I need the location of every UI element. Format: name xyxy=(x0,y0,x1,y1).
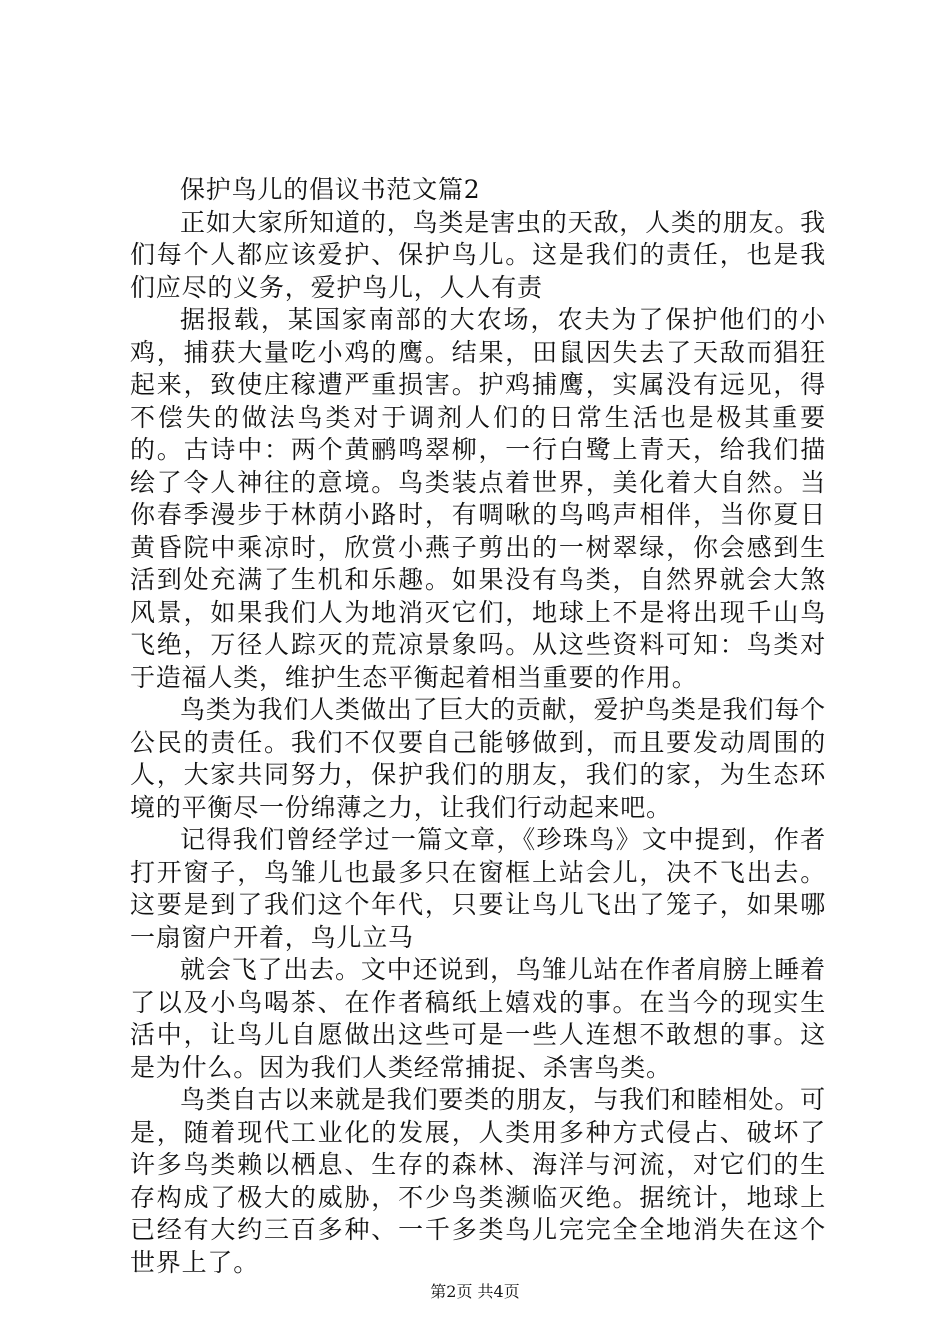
page-number-footer: 第2页 共4页 xyxy=(430,1282,520,1301)
paragraph: 鸟类为我们人类做出了巨大的贡献，爱护鸟类是我们每个公民的责任。我们不仅要自己能够做到，而且要发动周围的人，大家共同努力，保护我们的朋友，我们的家，为生态环境的平衡尽一份绵薄之力，让我们行动起来吧。 xyxy=(130,695,826,822)
document-body xyxy=(130,174,826,1279)
paragraph: 鸟类自古以来就是我们要类的朋友，与我们和睦相处。可是，随着现代工业化的发展，人类用多种方式侵占、破坏了许多鸟类赖以栖息、生存的森林、海洋与河流，对它们的生存构成了极大的威胁，不少鸟类濒临灭绝。据统计，地球上已经有大约三百多种、一千多类鸟儿完完全全地消失在这个世界上了。 xyxy=(130,1085,826,1277)
paragraph: 就会飞了出去。文中还说到，鸟雏儿站在作者肩膀上睡着了以及小鸟喝茶、在作者稿纸上嬉戏的事。在当今的现实生活中，让鸟儿自愿做出这些可是一些人连想不敢想的事。这是为什么。因为我们人类经常捕捉、杀害鸟类。 xyxy=(130,955,826,1082)
document-title: 保护鸟儿的倡议书范文篇2 xyxy=(180,175,481,204)
paragraph: 据报载，某国家南部的大农场，农夫为了保护他们的小鸡，捕获大量吃小鸡的鹰。结果，田鼠因失去了天敌而猖狂起来，致使庄稼遭严重损害。护鸡捕鹰，实属没有远见，得不偿失的做法鸟类对于调剂人们的日常生活也是极其重要的。古诗中：两个黄鹂鸣翠柳，一行白鹭上青天，给我们描绘了令人神往的意境。鸟类装点着世界，美化着大自然。当你春季漫步于林荫小路时，有啁啾的鸟鸣声相伴，当你夏日黄昏院中乘凉时，欣赏小燕子剪出的一树翠绿，你会感到生活到处充满了生机和乐趣。如果没有鸟类，自然界就会大煞风景，如果我们人为地消灭它们，地球上不是将出现千山鸟飞绝，万径人踪灭的荒凉景象吗。从这些资料可知：鸟类对于造福人类，维护生态平衡起着相当重要的作用。 xyxy=(130,305,826,692)
paragraph: 记得我们曾经学过一篇文章，《珍珠鸟》文中提到，作者打开窗子，鸟雏儿也最多只在窗框上站会儿，决不飞出去。这要是到了我们这个年代，只要让鸟儿飞出了笼子，如果哪一扇窗户开着，鸟儿立马 xyxy=(130,825,826,952)
paragraph: 正如大家所知道的，鸟类是害虫的天敌，人类的朋友。我们每个人都应该爱护、保护鸟儿。这是我们的责任，也是我们应尽的义务，爱护鸟儿，人人有责 xyxy=(130,207,826,302)
